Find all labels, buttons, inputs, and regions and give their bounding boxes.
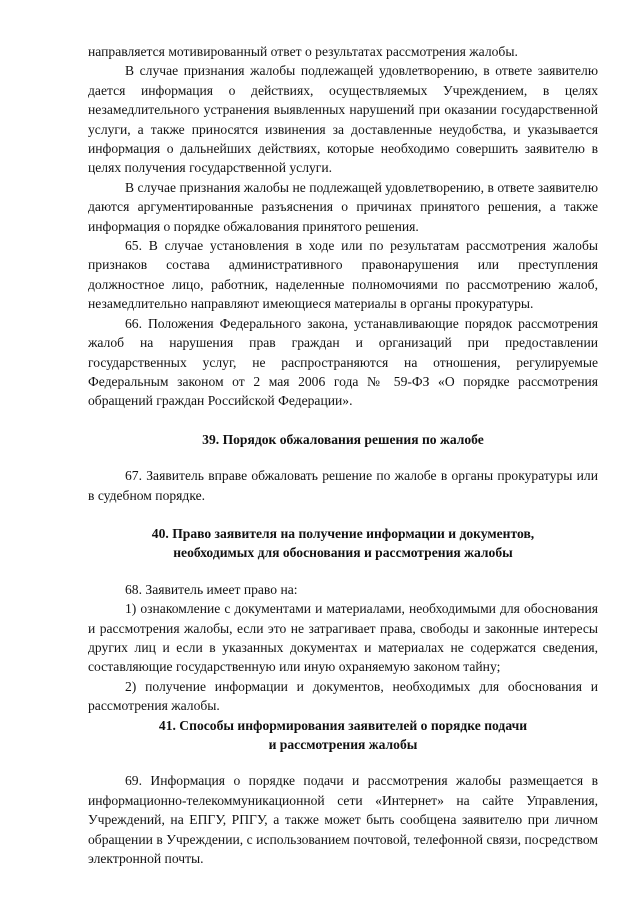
paragraph-69: 69. Информация о порядке подачи и рассмотрения жалобы размещается в информационно-телекоммуникационной сети «Интернет» на сайте Управления, Учреждений, на ЕПГУ, РПГУ, а также может быть сообщена заявителю при личном обращении в Учреждении, с использованием почтовой, телефонной связи, посредством электронной почты. [88, 773, 598, 867]
section-39-heading: 39. Порядок обжалования решения по жалобе [202, 431, 484, 447]
paragraph-67: 67. Заявитель вправе обжаловать решение по жалобе в органы прокуратуры или в судебном порядке. [88, 468, 598, 503]
section-40-heading [88, 524, 598, 563]
paragraph-66: 66. Положения Федерального закона, устанавливающие порядок рассмотрения жалоб на нарушения прав граждан и организаций при предоставлении государственных услуг, не распространяются на отношения, регулируемые Федеральным законом от 2 мая 2006 года № 59-ФЗ «О порядке рассмотрения обращений граждан Российской Федерации». [88, 315, 598, 409]
paragraph-complaint-rejected: В случае признания жалобы не подлежащей удовлетворению, в ответе заявителю даются аргументированные разъяснения о причинах принятого решения, а также информация о порядке обжалования принятого решения. [88, 179, 598, 234]
section-41-heading-line-1: 41. Способы информирования заявителей о порядке подачи [158, 717, 528, 733]
paragraph-continuation: направляется мотивированный ответ о результатах рассмотрения жалобы. [88, 44, 518, 59]
list-item-1: 1) ознакомление с документами и материалами, необходимыми для обоснования и рассмотрения жалобы, если это не затрагивает права, свободы и законные интересы других лиц и если в указанных документах и материалах не содержатся сведения, составляющие государственную или иную охраняемую законом тайну; [88, 601, 598, 675]
paragraph-complaint-satisfied: В случае признания жалобы подлежащей удовлетворению, в ответе заявителю дается информация о действиях, осуществляемых Учреждением, в целях незамедлительного устранения выявленных нарушений при оказании государственной услуги, а также приносятся извинения за доставленные неудобства, и указывается информация о дальнейших действиях, которые необходимо совершить заявителю в целях получения государственной услуги. [88, 63, 598, 176]
section-40-heading-line-2: необходимых для обоснования и рассмотрения жалобы [173, 545, 513, 561]
section-41-heading [88, 716, 598, 755]
section-40-heading-line-1: 40. Право заявителя на получение информации и документов, [151, 525, 535, 541]
paragraph-68: 68. Заявитель имеет право на: [125, 581, 298, 597]
list-item-2: 2) получение информации и документов, необходимых для обоснования и рассмотрения жалобы. [88, 678, 598, 714]
paragraph-65: 65. В случае установления в ходе или по результатам рассмотрения жалобы признаков состава административного правонарушения или преступления должностное лицо, работник, наделенные полномочиями по рассмотрению жалоб, незамедлительно направляют имеющиеся материалы в органы прокуратуры. [88, 238, 598, 312]
document-page [88, 42, 598, 868]
section-41-heading-line-2: и рассмотрения жалобы [268, 737, 418, 752]
